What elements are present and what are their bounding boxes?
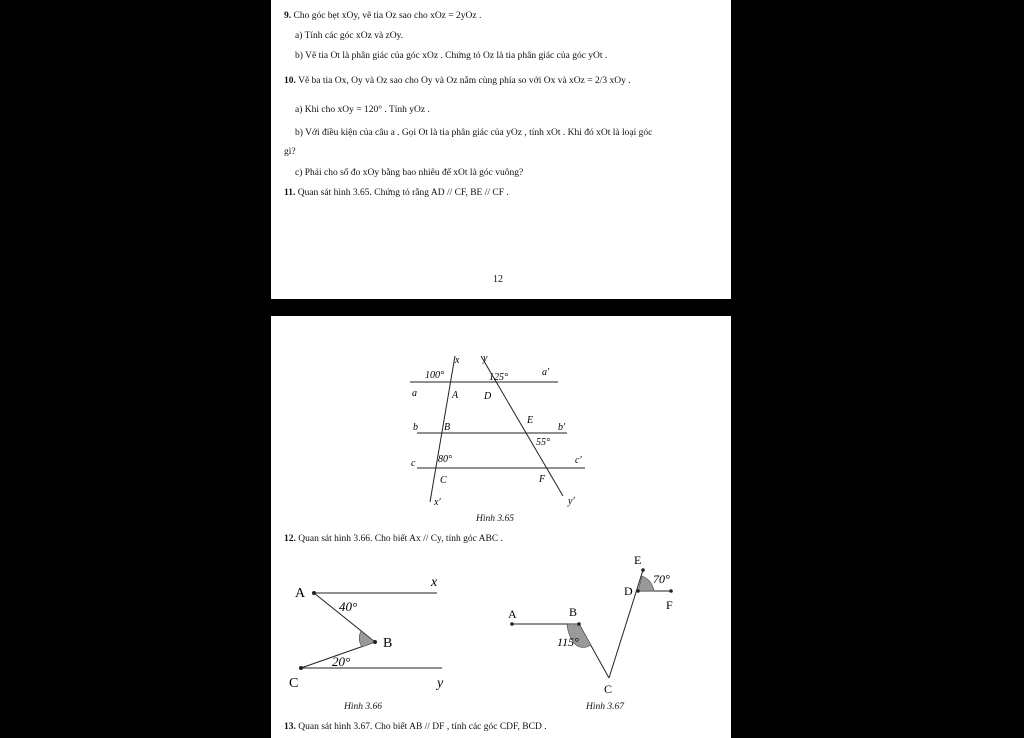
angle-115: 115° <box>557 635 579 649</box>
label-y-prime: y′ <box>568 496 575 507</box>
document-page-12 <box>271 0 731 299</box>
label-c: c <box>411 458 416 469</box>
exercise-10a: a) Khi cho xOy = 120° . Tính yOz . <box>295 105 430 115</box>
point-A-dot <box>510 622 514 626</box>
point-C: C <box>440 475 447 486</box>
point-A-dot <box>312 591 316 595</box>
label-c-prime: c′ <box>575 455 582 466</box>
exercise-number: 10. <box>284 76 296 86</box>
point-D-dot <box>636 589 640 593</box>
label-b: b <box>413 422 418 433</box>
exercise-12 <box>284 533 503 545</box>
exercise-10 <box>284 75 631 87</box>
figure-3-65 <box>271 316 731 521</box>
point-B-dot <box>577 622 581 626</box>
point-A: A <box>452 390 459 401</box>
exercise-10b: b) Với điều kiện của câu a . Gọi Ot là tia phân giác của yOz , tính xOt . Khi đó xOt là loại góc <box>295 128 653 138</box>
point-F: F <box>539 474 546 485</box>
exercise-number: 13. <box>284 722 296 732</box>
label-y: y <box>483 353 488 364</box>
exercise-number: 12. <box>284 534 296 544</box>
label-x: x <box>455 355 460 366</box>
point-B: B <box>569 605 578 619</box>
point-E-dot <box>641 568 645 572</box>
angle-70: 70° <box>653 572 670 586</box>
angle-100: 100° <box>425 370 444 381</box>
document-page-13 <box>271 316 731 738</box>
figure-3-66 <box>289 575 444 691</box>
angle-55: 55° <box>536 437 550 448</box>
label-x: x <box>431 575 438 590</box>
angle-20: 20° <box>332 654 351 669</box>
exercise-9b: b) Vẽ tia Ot là phân giác của góc xOz . Chứng tỏ Oz là tia phân giác của góc yOt . <box>295 51 608 61</box>
exercise-text: Cho góc bẹt xOy, vẽ tia Oz sao cho xOz = 2yOz . <box>291 11 482 21</box>
label-y: y <box>437 676 444 691</box>
angle-125: 125° <box>489 372 508 383</box>
exercise-9a: a) Tính các góc xOz và zOy. <box>295 31 404 41</box>
exercise-text: Quan sát hình 3.67. Cho biết AB // DF , tính các góc CDF, BCD . <box>295 722 547 732</box>
exercise-9 <box>284 10 481 22</box>
point-D: D <box>624 584 633 598</box>
point-C: C <box>289 676 299 691</box>
angle-80: 80° <box>438 454 452 465</box>
point-C-dot <box>299 666 303 670</box>
angle-ABC-mark <box>359 631 375 647</box>
angle-40: 40° <box>339 599 358 614</box>
point-E: E <box>634 553 642 567</box>
point-D: D <box>484 391 492 402</box>
exercise-text: Quan sát hình 3.65. Chứng tỏ rằng AD // CF, BE // CF . <box>295 188 509 198</box>
point-A: A <box>295 586 306 601</box>
point-E: E <box>527 415 534 426</box>
exercise-10b-cont: gì? <box>284 147 296 157</box>
label-a: a <box>412 388 417 399</box>
exercise-text: Quan sát hình 3.66. Cho biết Ax // Cy, tính góc ABC . <box>295 534 503 544</box>
point-A: A <box>508 607 517 621</box>
point-F-dot <box>669 589 673 593</box>
exercise-11 <box>284 187 509 199</box>
exercise-text: Vẽ ba tia Ox, Oy và Oz sao cho Oy và Oz nằm cùng phía so với Ox và xOz = 2/3 xOy . <box>295 76 631 86</box>
figures-3-66-3-67 <box>271 546 731 706</box>
point-B: B <box>444 422 451 433</box>
exercise-number: 11. <box>284 188 296 198</box>
point-C: C <box>604 682 613 696</box>
figure-3-67 <box>508 553 673 696</box>
caption-3-67: Hình 3.67 <box>586 702 624 712</box>
label-x-prime: x′ <box>434 497 441 508</box>
page-number: 12 <box>493 274 503 285</box>
label-b-prime: b′ <box>558 422 566 433</box>
point-B: B <box>383 636 393 651</box>
caption-3-65: Hình 3.65 <box>476 514 514 524</box>
label-a-prime: a′ <box>542 367 550 378</box>
point-F: F <box>666 598 673 612</box>
exercise-10c: c) Phải cho số đo xOy bằng bao nhiêu để xOt là góc vuông? <box>295 168 524 178</box>
caption-3-66: Hình 3.66 <box>344 702 382 712</box>
exercise-13 <box>284 721 547 733</box>
exercise-number: 9. <box>284 11 292 21</box>
point-B-dot <box>373 640 377 644</box>
